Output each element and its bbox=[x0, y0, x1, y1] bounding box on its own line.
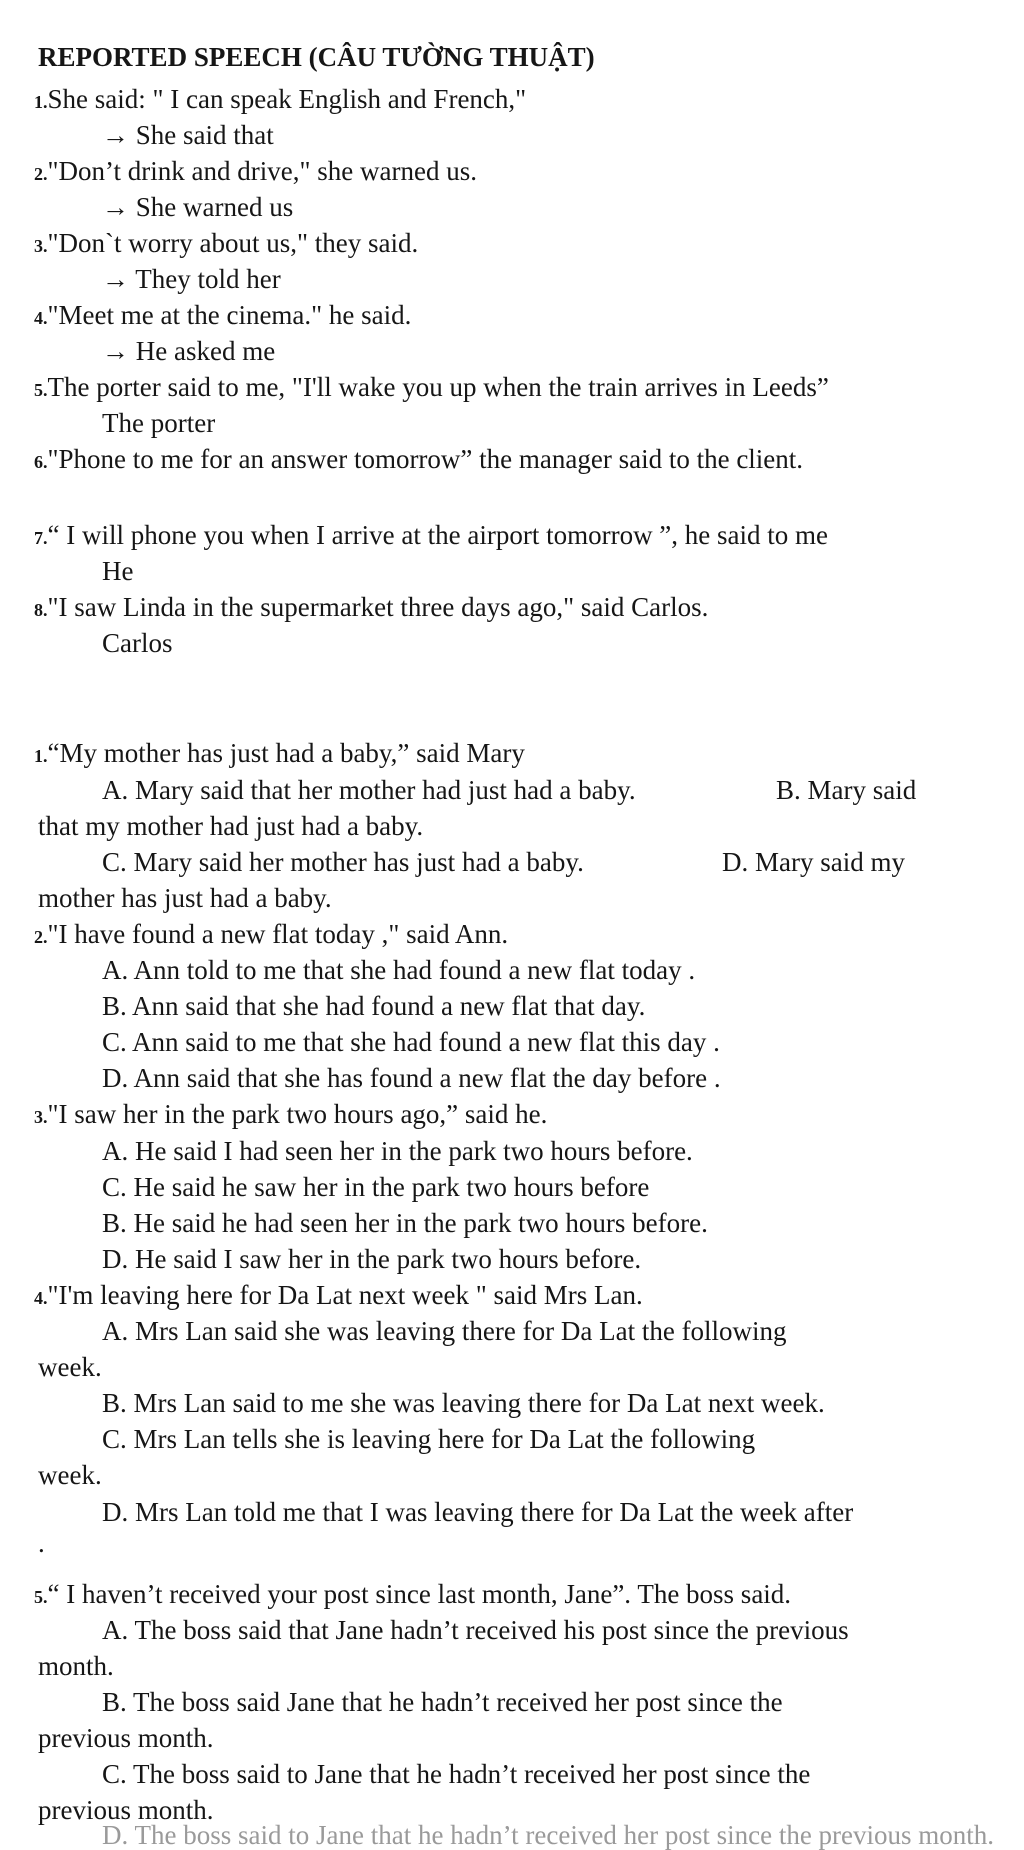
option-d-partial: D. The boss said to Jane that he hadn’t received her post since the previous month. bbox=[102, 1820, 995, 1850]
mc-question-3 bbox=[34, 1101, 547, 1128]
option-a: A. Ann told to me that she had found a new flat today . bbox=[102, 955, 696, 985]
option-b: B. The boss said Jane that he hadn’t received her post since the bbox=[102, 1687, 783, 1717]
question-3 bbox=[34, 230, 418, 257]
question-text: "Phone to me for an answer tomorrow” the manager said to the client. bbox=[47, 444, 804, 474]
question-text: "I have found a new flat today ," said Ann. bbox=[47, 919, 509, 949]
mc-question-4 bbox=[34, 1282, 643, 1309]
option-c: C. Mary said her mother has just had a baby. bbox=[102, 847, 584, 877]
question-text: She said: " I can speak English and French," bbox=[47, 84, 527, 114]
option-d-continued: mother has just had a baby. bbox=[38, 883, 332, 913]
option-b: B. He said he had seen her in the park two hours before. bbox=[102, 1208, 708, 1238]
question-number: 8. bbox=[34, 600, 48, 620]
question-number: 2. bbox=[34, 164, 48, 184]
question-number: 4. bbox=[34, 308, 48, 328]
option-d: D. Ann said that she has found a new flat the day before . bbox=[102, 1063, 721, 1093]
answer-prompt: He bbox=[102, 556, 134, 586]
question-text: "I'm leaving here for Da Lat next week " said Mrs Lan. bbox=[47, 1280, 643, 1310]
question-text: “ I haven’t received your post since last month, Jane”. The boss said. bbox=[47, 1579, 792, 1609]
option-d: D. He said I saw her in the park two hours before. bbox=[102, 1244, 642, 1274]
option-d: D. Mary said my bbox=[722, 847, 905, 877]
answer-prompt: → They told her bbox=[102, 264, 281, 294]
option-c-continued: previous month. bbox=[38, 1795, 214, 1825]
option-b-continued: previous month. bbox=[38, 1723, 214, 1753]
question-text: "Meet me at the cinema." he said. bbox=[47, 300, 412, 330]
option-b: B. Ann said that she had found a new flat that day. bbox=[102, 991, 646, 1021]
question-number: 3. bbox=[34, 236, 48, 256]
mc-question-5 bbox=[34, 1581, 791, 1608]
page-title: REPORTED SPEECH (CÂU TƯỜNG THUẬT) bbox=[38, 42, 595, 72]
question-number: 5. bbox=[34, 380, 48, 400]
question-number: 1. bbox=[34, 92, 48, 112]
option-b: B. Mrs Lan said to me she was leaving there for Da Lat next week. bbox=[102, 1388, 825, 1418]
question-text: The porter said to me, "I'll wake you up when the train arrives in Leeds” bbox=[47, 372, 829, 402]
answer-prompt: → She warned us bbox=[102, 192, 294, 222]
option-d-continued: . bbox=[38, 1528, 45, 1558]
question-5 bbox=[34, 374, 829, 401]
option-c: C. The boss said to Jane that he hadn’t received her post since the bbox=[102, 1759, 811, 1789]
question-number: 4. bbox=[34, 1288, 48, 1308]
option-a: A. The boss said that Jane hadn’t received his post since the previous bbox=[102, 1615, 849, 1645]
question-2 bbox=[34, 158, 477, 185]
option-a: A. He said I had seen her in the park two hours before. bbox=[102, 1136, 693, 1166]
question-number: 6. bbox=[34, 452, 48, 472]
answer-prompt: The porter bbox=[102, 408, 216, 438]
question-text: "Don`t worry about us," they said. bbox=[47, 228, 419, 258]
option-b-continued: that my mother had just had a baby. bbox=[38, 811, 424, 841]
question-number: 7. bbox=[34, 528, 48, 548]
question-text: "I saw Linda in the supermarket three days ago," said Carlos. bbox=[47, 592, 709, 622]
question-number: 1. bbox=[34, 746, 48, 766]
option-a-continued: week. bbox=[38, 1352, 102, 1382]
answer-prompt: → She said that bbox=[102, 120, 274, 150]
option-d: D. Mrs Lan told me that I was leaving there for Da Lat the week after bbox=[102, 1497, 854, 1527]
option-c-continued: week. bbox=[38, 1460, 102, 1490]
question-number: 2. bbox=[34, 927, 48, 947]
question-1 bbox=[34, 86, 526, 113]
mc-question-2 bbox=[34, 921, 508, 948]
mc-question-1 bbox=[34, 740, 525, 767]
question-text: “My mother has just had a baby,” said Mary bbox=[47, 738, 525, 768]
option-a: A. Mary said that her mother had just had a baby. bbox=[102, 775, 636, 805]
option-c: C. Mrs Lan tells she is leaving here for Da Lat the following bbox=[102, 1424, 756, 1454]
answer-prompt: Carlos bbox=[102, 628, 173, 658]
option-b: B. Mary said bbox=[776, 775, 917, 805]
option-a-continued: month. bbox=[38, 1651, 114, 1681]
option-c: C. He said he saw her in the park two hours before bbox=[102, 1172, 650, 1202]
question-8 bbox=[34, 594, 708, 621]
question-text: "I saw her in the park two hours ago,” said he. bbox=[47, 1099, 548, 1129]
option-a: A. Mrs Lan said she was leaving there for Da Lat the following bbox=[102, 1316, 787, 1346]
question-4 bbox=[34, 302, 411, 329]
question-number: 5. bbox=[34, 1587, 48, 1607]
option-c: C. Ann said to me that she had found a new flat this day . bbox=[102, 1027, 720, 1057]
question-7 bbox=[34, 522, 828, 549]
question-number: 3. bbox=[34, 1107, 48, 1127]
answer-prompt: → He asked me bbox=[102, 336, 276, 366]
question-text: "Don’t drink and drive," she warned us. bbox=[47, 156, 477, 186]
question-6 bbox=[34, 446, 803, 473]
cut-off-line bbox=[0, 1820, 1024, 1850]
question-text: “ I will phone you when I arrive at the airport tomorrow ”, he said to me bbox=[47, 520, 829, 550]
